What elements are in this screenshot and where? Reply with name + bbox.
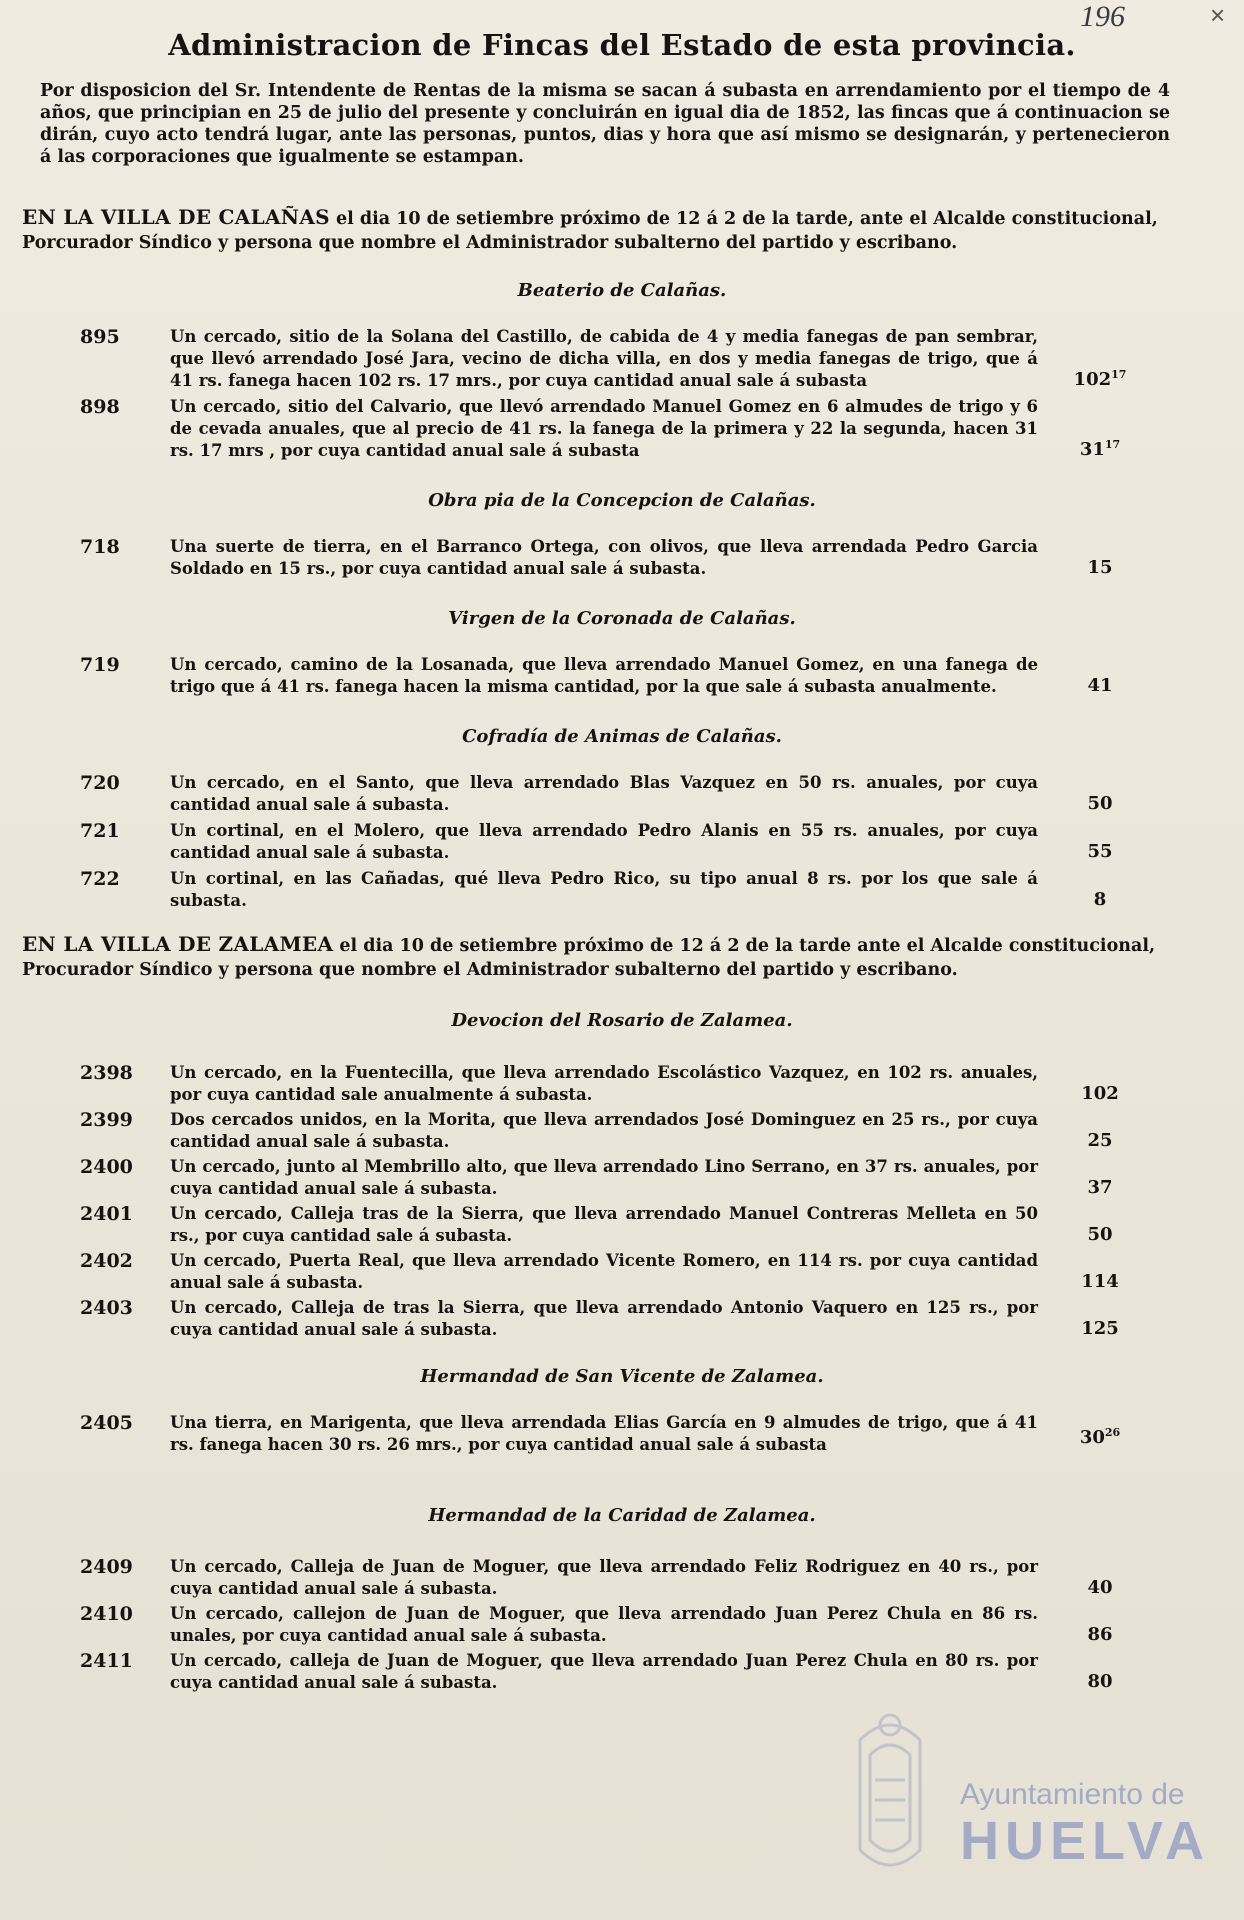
entry-text: Un cercado, calleja de Juan de Moguer, que lleva arrendado Juan Perez Chula en 80 rs. por cuya cantidad anual sale á subasta. [170, 1651, 1038, 1692]
folio-number: 196 [1080, 0, 1125, 33]
amount-value: 80 [1087, 1671, 1113, 1692]
amount-value: 40 [1087, 1577, 1113, 1598]
villa-rest: el dia 10 de setiembre próximo de 12 á 2 de la tarde, ante el Alcalde constitucional, Porcurador Síndico y persona que nombre el Administrador subalterno del partido y escribano. [22, 209, 1158, 253]
entry-text: Un cercado, sitio de la Solana del Castillo, de cabida de 4 y media fanegas de pan sembrar, que llevó arrendado José Jara, vecino de dicha villa, en dos y media fanegas de trigo, que á 41 rs. fanega hacen 102 rs. 17 mrs., por cuya cantidad anual sale á subasta [170, 327, 1038, 390]
entry-text: Un cercado, camino de la Losanada, que lleva arrendado Manuel Gomez, en una fanega de trigo que á 41 rs. fanega hacen la misma cantidad, por la que sale á subasta anualmente. [170, 655, 1038, 696]
villa-calanas-heading [22, 205, 1172, 255]
villa-lead: EN LA VILLA DE ZALAMEA [22, 932, 334, 956]
entry-text: Una suerte de tierra, en el Barranco Ortega, con olivos, que lleva arrendada Pedro Garcia Soldado en 15 rs., por cuya cantidad anual sale á subasta. [170, 537, 1038, 578]
entry-amount [1070, 792, 1130, 814]
entry-number: 2400 [80, 1156, 133, 1178]
amount-sup: 26 [1104, 1426, 1121, 1439]
entry-number: 895 [80, 326, 120, 348]
entry-text: Un cercado, Calleja de Juan de Moguer, que lleva arrendado Feliz Rodriguez en 40 rs., por cuya cantidad anual sale á subasta. [170, 1557, 1038, 1598]
section-title: Obra pia de la Concepcion de Calañas. [428, 490, 816, 511]
amount-value: 37 [1087, 1177, 1113, 1198]
entry-text: Un cortinal, en las Cañadas, qué lleva Pedro Rico, su tipo anual 8 rs. por los que sale á subasta. [170, 869, 1038, 910]
villa-lead: EN LA VILLA DE CALAÑAS [22, 205, 330, 229]
section-title: Cofradía de Animas de Calañas. [462, 726, 782, 747]
entry-amount [1070, 368, 1130, 390]
amount-value: 30 [1079, 1427, 1105, 1448]
entry-number: 2411 [80, 1650, 133, 1672]
entry-amount [1070, 1176, 1130, 1198]
entry-number: 898 [80, 396, 120, 418]
entry-text: Un cercado, en la Fuentecilla, que lleva arrendado Escolástico Vazquez, en 102 rs. anuales, por cuya cantidad sale anualmente á subasta. [170, 1063, 1038, 1104]
entry-amount [1070, 1223, 1130, 1245]
entry-amount [1070, 1426, 1130, 1448]
amount-value: 31 [1079, 439, 1105, 460]
amount-value: 125 [1081, 1318, 1119, 1339]
watermark-line2: HUELVA [960, 1811, 1210, 1871]
entry-amount [1070, 1317, 1130, 1339]
entry-text: Un cercado, sitio del Calvario, que llevó arrendado Manuel Gomez en 6 almudes de trigo y 6 de cevada anuales, que al precio de 41 rs. la fanega de la primera y 22 la segunda, hacen 31 rs. 17 mrs , por cuya cantidad anual sale á subasta [170, 397, 1038, 460]
entry-number: 2410 [80, 1603, 133, 1625]
corner-mark: × [1210, 0, 1226, 30]
page-title: Administracion de Fincas del Estado de esta provincia. [168, 28, 1076, 62]
section-title: Devocion del Rosario de Zalamea. [451, 1010, 793, 1031]
section-title: Hermandad de San Vicente de Zalamea. [420, 1366, 824, 1387]
section-title: Hermandad de la Caridad de Zalamea. [428, 1505, 816, 1526]
entry-text: Dos cercados unidos, en la Morita, que lleva arrendados José Dominguez en 25 rs., por cuya cantidad anual sale á subasta. [170, 1110, 1038, 1151]
amount-value: 8 [1093, 889, 1107, 910]
entry-number: 2398 [80, 1062, 133, 1084]
amount-value: 86 [1087, 1624, 1113, 1645]
entry-text: Un cortinal, en el Molero, que lleva arrendado Pedro Alanis en 55 rs. anuales, por cuya cantidad anual sale á subasta. [170, 821, 1038, 862]
entry-text: Un cercado, callejon de Juan de Moguer, que lleva arrendado Juan Perez Chula en 86 rs. unales, por cuya cantidad anual sale á subasta. [170, 1604, 1038, 1645]
amount-value: 102 [1073, 369, 1112, 390]
entry-number: 2403 [80, 1297, 133, 1319]
entry-amount [1070, 1129, 1130, 1151]
entry-amount [1070, 888, 1130, 910]
entry-text: Una tierra, en Marigenta, que lleva arrendada Elias García en 9 almudes de trigo, que á 41 rs. fanega hacen 30 rs. 26 mrs., por cuya cantidad anual sale á subasta [170, 1413, 1038, 1454]
villa-zalamea-heading [22, 932, 1172, 982]
entry-amount [1070, 1270, 1130, 1292]
entry-text: Un cercado, junto al Membrillo alto, que lleva arrendado Lino Serrano, en 37 rs. anuales, por cuya cantidad anual sale á subasta. [170, 1157, 1038, 1198]
amount-value: 114 [1081, 1271, 1119, 1292]
amount-value: 50 [1087, 1224, 1113, 1245]
villa-rest: el dia 10 de setiembre próximo de 12 á 2 de la tarde ante el Alcalde constitucional, Procurador Síndico y persona que nombre el Administrador subalterno del partido y escribano. [22, 936, 1156, 980]
entry-number: 722 [80, 868, 120, 890]
entry-number: 720 [80, 772, 120, 794]
section-title: Virgen de la Coronada de Calañas. [448, 608, 796, 629]
entry-number: 2399 [80, 1109, 133, 1131]
intro-paragraph: Por disposicion del Sr. Intendente de Rentas de la misma se sacan á subasta en arrendamiento por el tiempo de 4 años, que principian en 25 de julio del presente y concluirán en igual dia de 1852, las fincas que á continuacion se dirán, cuyo acto tendrá lugar, ante las personas, puntos, dias y hora que así mismo se designarán, y pertenecieron á las corporaciones que igualmente se estampan. [40, 81, 1170, 167]
entry-text: Un cercado, en el Santo, que lleva arrendado Blas Vazquez en 50 rs. anuales, por cuya cantidad anual sale á subasta. [170, 773, 1038, 814]
section-title: Beaterio de Calañas. [517, 280, 727, 301]
amount-value: 50 [1087, 793, 1113, 814]
entry-number: 719 [80, 654, 120, 676]
amount-sup: 17 [1104, 438, 1121, 451]
entry-amount [1070, 1082, 1130, 1104]
amount-value: 25 [1087, 1130, 1113, 1151]
entry-amount [1070, 674, 1130, 696]
entry-number: 718 [80, 536, 120, 558]
entry-number: 721 [80, 820, 120, 842]
entry-amount [1070, 438, 1130, 460]
entry-amount [1070, 556, 1130, 578]
entry-number: 2409 [80, 1556, 133, 1578]
entry-number: 2401 [80, 1203, 133, 1225]
amount-value: 41 [1087, 675, 1113, 696]
entry-number: 2405 [80, 1412, 133, 1434]
watermark-line1: Ayuntamiento de [960, 1778, 1185, 1811]
entry-amount [1070, 1623, 1130, 1645]
entry-text: Un cercado, Puerta Real, que lleva arrendado Vicente Romero, en 114 rs. por cuya cantidad anual sale á subasta. [170, 1251, 1038, 1292]
entry-number: 2402 [80, 1250, 133, 1272]
entry-text: Un cercado, Calleja tras de la Sierra, que lleva arrendado Manuel Contreras Melleta en 50 rs., por cuya cantidad sale á subasta. [170, 1204, 1038, 1245]
entry-text: Un cercado, Calleja de tras la Sierra, que lleva arrendado Antonio Vaquero en 125 rs., por cuya cantidad anual sale á subasta. [170, 1298, 1038, 1339]
entry-amount [1070, 840, 1130, 862]
amount-sup: 17 [1111, 368, 1127, 381]
amount-value: 55 [1087, 841, 1113, 862]
entry-amount [1070, 1670, 1130, 1692]
entry-amount [1070, 1576, 1130, 1598]
amount-value: 102 [1081, 1083, 1119, 1104]
amount-value: 15 [1087, 557, 1113, 578]
